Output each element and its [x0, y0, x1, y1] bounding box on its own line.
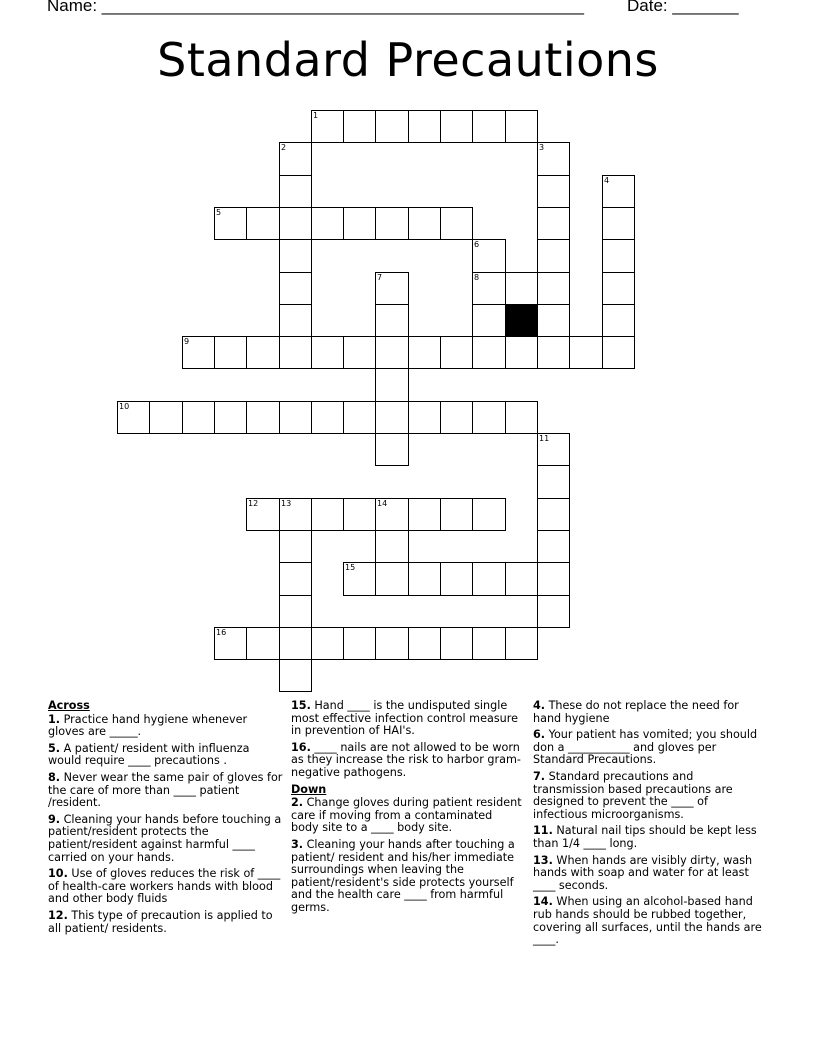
clue-item-text: Practice hand hygiene whenever gloves are _____. — [48, 712, 248, 739]
grid-cell[interactable] — [440, 110, 473, 143]
grid-cell[interactable] — [279, 336, 312, 369]
grid-cell[interactable] — [505, 336, 538, 369]
clue-item — [533, 700, 763, 725]
grid-cell[interactable] — [472, 110, 506, 143]
clue-item — [533, 771, 763, 821]
grid-cell[interactable] — [375, 304, 409, 337]
clues-column-3 — [533, 700, 763, 951]
grid-cell[interactable] — [375, 433, 409, 466]
clue-number: 11 — [539, 434, 550, 443]
grid-cell[interactable] — [440, 627, 473, 660]
grid-cell[interactable] — [408, 627, 441, 660]
grid-cell[interactable] — [182, 401, 215, 434]
grid-cell[interactable] — [246, 498, 280, 531]
clue-number: 1 — [313, 111, 319, 120]
clue-item — [533, 825, 763, 850]
grid-cell[interactable] — [214, 401, 247, 434]
grid-cell[interactable] — [311, 498, 344, 531]
grid-cell[interactable] — [311, 110, 344, 143]
clue-number: 16 — [216, 628, 227, 637]
clue-item-text: Cleaning your hands after touching a patient/ resident and his/her immediate surroundings when leaving the patient/resident's side protects yourself and the health care ____ from harmful germs. — [291, 837, 515, 914]
grid-cell[interactable] — [505, 272, 538, 305]
grid-cell[interactable] — [279, 207, 312, 240]
grid-cell[interactable] — [408, 401, 441, 434]
grid-cell[interactable] — [505, 401, 538, 434]
clue-item-text: When hands are visibly dirty, wash hands with soap and water for at least ____ seconds. — [533, 853, 753, 892]
clue-item-text: Hand ____ is the undisputed single most effective infection control measure in prevention of HAI's. — [291, 699, 518, 738]
clue-item-text: These do not replace the need for hand hygiene — [533, 699, 739, 725]
grid-cell[interactable] — [408, 562, 441, 596]
grid-cell[interactable] — [343, 498, 376, 531]
clue-item-number: 4. — [533, 699, 546, 712]
clue-item — [291, 797, 523, 835]
page-title: Standard Precautions — [157, 33, 659, 87]
grid-cell[interactable] — [472, 627, 506, 660]
grid-cell[interactable] — [343, 207, 376, 240]
grid-cell[interactable] — [311, 627, 344, 660]
clue-item-text: Your patient has vomited; you should don a ___________ and gloves per Standard Precautions. — [533, 728, 758, 767]
grid-cell[interactable] — [569, 336, 603, 369]
grid-cell[interactable] — [602, 239, 635, 273]
grid-cell[interactable] — [375, 627, 409, 660]
grid-cell[interactable] — [214, 207, 247, 240]
grid-cell[interactable] — [408, 336, 441, 369]
across-heading: Across — [48, 699, 90, 712]
clue-item-number: 13. — [533, 853, 553, 867]
clue-item-text: Use of gloves reduces the risk of ____ of health-care workers hands with blood and other body fluids — [48, 867, 281, 906]
grid-cell[interactable] — [440, 207, 473, 240]
grid-cell[interactable] — [375, 498, 409, 531]
grid-cell[interactable] — [117, 401, 150, 434]
clue-number: 9 — [184, 337, 190, 346]
clue-number: 6 — [474, 240, 480, 249]
clue-item — [48, 714, 283, 739]
clue-number: 15 — [345, 563, 356, 572]
clue-item — [291, 742, 523, 780]
grid-cell[interactable] — [472, 498, 506, 531]
clue-item — [291, 839, 523, 915]
grid-cell[interactable] — [472, 239, 506, 273]
grid-cell[interactable] — [311, 336, 344, 369]
grid-cell[interactable] — [408, 207, 441, 240]
grid-cell[interactable] — [440, 401, 473, 434]
clue-item-text: This type of precaution is applied to all patient/ residents. — [48, 908, 273, 935]
grid-cell[interactable] — [343, 627, 376, 660]
grid-cell[interactable] — [279, 659, 312, 692]
grid-cell[interactable] — [279, 595, 312, 628]
grid-cell[interactable] — [279, 272, 312, 305]
across-clue-list-continued — [291, 700, 523, 780]
grid-cell[interactable] — [602, 336, 635, 369]
grid-cell[interactable] — [472, 272, 506, 305]
clue-item — [533, 896, 763, 946]
clue-item — [533, 729, 763, 767]
grid-cell[interactable] — [279, 175, 312, 208]
clue-item — [48, 743, 283, 768]
grid-cell[interactable] — [537, 272, 570, 305]
grid-cell[interactable] — [214, 627, 247, 660]
grid-cell[interactable] — [246, 336, 280, 369]
grid-cell[interactable] — [408, 110, 441, 143]
clue-number: 3 — [539, 143, 545, 152]
grid-cell[interactable] — [214, 336, 247, 369]
grid-cell[interactable] — [279, 530, 312, 563]
grid-cell[interactable] — [343, 401, 376, 434]
grid-cell[interactable] — [343, 336, 376, 369]
grid-cell[interactable] — [505, 562, 538, 596]
clue-item-number: 5. — [48, 741, 61, 755]
grid-cell[interactable] — [375, 110, 409, 143]
clue-item-text: Natural nail tips should be kept less than 1/4 ____ long. — [533, 824, 757, 850]
grid-cell[interactable] — [246, 207, 280, 240]
name-field[interactable]: Name: ___________________________________________________ — [47, 0, 584, 15]
clue-item — [533, 855, 763, 893]
date-field[interactable]: Date: _______ — [627, 0, 739, 15]
clue-number: 13 — [281, 499, 292, 508]
grid-cell[interactable] — [472, 401, 506, 434]
grid-cell[interactable] — [537, 142, 570, 176]
clues-column-2 — [291, 700, 523, 919]
clue-item-number: 15. — [291, 699, 311, 712]
grid-cell[interactable] — [246, 627, 280, 660]
down-heading: Down — [291, 782, 327, 796]
clue-number: 8 — [474, 273, 480, 282]
clue-item — [48, 868, 283, 906]
clue-item-number: 2. — [291, 796, 304, 810]
clue-item-number: 14. — [533, 895, 553, 909]
clue-item-text: When using an alcohol-based hand rub hands should be rubbed together, covering all surfaces, until the hands are ____. — [533, 895, 762, 947]
clue-item-text: Cleaning your hands before touching a patient/resident protects the patient/resident against harmful ____ carried on your hands. — [48, 812, 282, 864]
grid-cell[interactable] — [602, 207, 635, 240]
clue-number: 14 — [377, 499, 388, 508]
grid-cell[interactable] — [505, 627, 538, 660]
grid-cell[interactable] — [440, 562, 473, 596]
clue-item-text: ____ nails are not allowed to be worn as they increase the risk to harbor gram-negative pathogens. — [291, 740, 521, 779]
blocked-cell — [505, 304, 538, 337]
grid-cell[interactable] — [537, 175, 570, 208]
grid-cell[interactable] — [440, 336, 473, 369]
clue-item-number: 6. — [533, 728, 546, 742]
clue-number: 12 — [248, 499, 259, 508]
grid-cell[interactable] — [537, 562, 570, 596]
clue-item-text: Change gloves during patient resident care if moving from a contaminated body site to a ____ body site. — [291, 796, 522, 835]
grid-cell[interactable] — [505, 110, 538, 143]
grid-cell[interactable] — [537, 239, 570, 273]
down-clue-list-continued — [533, 700, 763, 947]
grid-cell[interactable] — [311, 207, 344, 240]
clue-item — [48, 772, 283, 810]
across-clue-list — [48, 714, 283, 936]
grid-cell[interactable] — [343, 110, 376, 143]
grid-cell[interactable] — [149, 401, 183, 434]
grid-cell[interactable] — [343, 562, 376, 596]
grid-cell[interactable] — [375, 562, 409, 596]
clue-item — [291, 700, 523, 738]
grid-cell[interactable] — [472, 304, 506, 337]
grid-cell[interactable] — [279, 304, 312, 337]
clue-item-text: Never wear the same pair of gloves for the care of more than ____ patient /resident. — [48, 770, 283, 810]
grid-cell[interactable] — [375, 530, 409, 563]
clue-item — [48, 910, 283, 935]
grid-cell[interactable] — [602, 175, 635, 208]
grid-cell[interactable] — [472, 336, 506, 369]
clue-item-number: 1. — [48, 712, 61, 726]
grid-cell[interactable] — [408, 498, 441, 531]
clue-item-text: A patient/ resident with influenza would require ____ precautions . — [48, 741, 250, 768]
grid-cell[interactable] — [440, 498, 473, 531]
clue-item-number: 10. — [48, 867, 68, 881]
grid-cell[interactable] — [182, 336, 215, 369]
grid-cell[interactable] — [537, 207, 570, 240]
clue-item-number: 9. — [48, 812, 61, 826]
grid-cell[interactable] — [375, 336, 409, 369]
grid-cell[interactable] — [537, 304, 570, 337]
grid-cell[interactable] — [246, 401, 280, 434]
grid-cell[interactable] — [279, 498, 312, 531]
grid-cell[interactable] — [375, 207, 409, 240]
clue-item-number: 11. — [533, 824, 553, 838]
grid-cell[interactable] — [537, 595, 570, 628]
clue-item-text: Standard precautions and transmission based precautions are designed to prevent the ____ of infectious microorganisms. — [533, 769, 733, 821]
grid-cell[interactable] — [537, 433, 570, 466]
grid-cell[interactable] — [602, 304, 635, 337]
grid-cell[interactable] — [602, 272, 635, 305]
grid-cell[interactable] — [279, 142, 312, 176]
clues-column-1 — [48, 700, 283, 939]
grid-cell[interactable] — [279, 401, 312, 434]
grid-cell[interactable] — [375, 368, 409, 402]
grid-cell[interactable] — [279, 562, 312, 596]
grid-cell[interactable] — [279, 627, 312, 660]
clue-item-number: 7. — [533, 769, 546, 783]
clue-item-number: 3. — [291, 837, 304, 851]
clue-number: 10 — [119, 402, 130, 411]
clue-number: 2 — [281, 143, 287, 152]
clue-item-number: 16. — [291, 740, 311, 754]
grid-cell[interactable] — [375, 272, 409, 305]
clue-item-number: 8. — [48, 770, 61, 784]
clue-item — [48, 814, 283, 864]
grid-cell[interactable] — [537, 498, 570, 531]
clue-number: 7 — [377, 273, 383, 282]
down-clue-list — [291, 797, 523, 914]
clue-number: 5 — [216, 208, 222, 217]
grid-cell[interactable] — [279, 239, 312, 273]
clue-item-number: 12. — [48, 908, 68, 922]
grid-cell[interactable] — [537, 530, 570, 563]
grid-cell[interactable] — [311, 401, 344, 434]
grid-cell[interactable] — [537, 336, 570, 369]
grid-cell[interactable] — [375, 401, 409, 434]
clue-number: 4 — [604, 176, 610, 185]
grid-cell[interactable] — [537, 465, 570, 499]
grid-cell[interactable] — [472, 562, 506, 596]
